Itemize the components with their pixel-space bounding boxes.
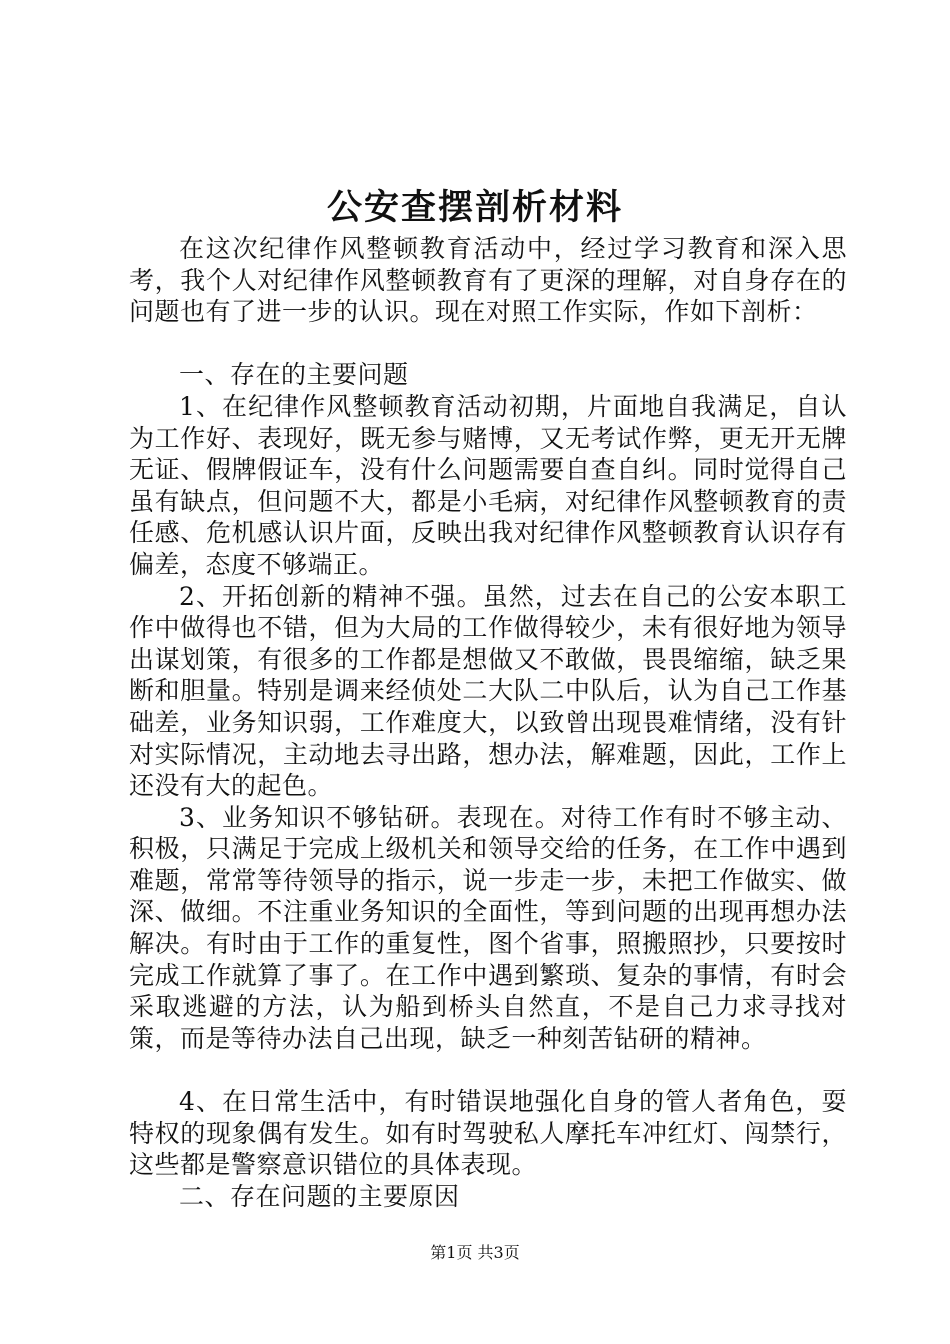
problem-paragraph-2: 2、开拓创新的精神不强。虽然，过去在自己的公安本职工作中做得也不错，但为大局的工作做得较少，未有很好地为领导出谋划策，有很多的工作都是想做又不敢做，畏畏缩缩，缺乏果断和胆量。特别是调来经侦处二大队二中队后，认为自己工作基础差，业务知识弱，工作难度大，以致曾出现畏难情绪，没有针对实际情况，主动地去寻出路，想办法，解难题，因此，工作上还没有大的起色。 (129, 581, 847, 801)
page-footer: 第1页 共3页 (430, 1243, 520, 1262)
problem-paragraph-3: 3、业务知识不够钻研。表现在。对待工作有时不够主动、积极，只满足于完成上级机关和领导交给的任务，在工作中遇到难题，常常等待领导的指示，说一步走一步，未把工作做实、做深、做细。不注重业务知识的全面性，等到问题的出现再想办法解决。有时由于工作的重复性，图个省事，照搬照抄，只要按时完成工作就算了事了。在工作中遇到繁琐、复杂的事情，有时会采取逃避的方法，认为船到桥头自然直，不是自己力求寻找对策，而是等待办法自己出现，缺乏一种刻苦钻研的精神。 (129, 802, 847, 1053)
problem-paragraph-4: 4、在日常生活中，有时错误地强化自身的管人者角色，耍特权的现象偶有发生。如有时驾驶私人摩托车冲红灯、闯禁行，这些都是警察意识错位的具体表现。 (129, 1087, 847, 1180)
document-title: 公安查摆剖析材料 (326, 187, 623, 228)
document-body (129, 233, 847, 1212)
section-heading-problems: 一、存在的主要问题 (179, 360, 409, 390)
problem-paragraph-1: 1、在纪律作风整顿教育活动初期，片面地自我满足，自认为工作好、表现好，既无参与赌博，又无考试作弊，更无开无牌无证、假牌假证车，没有什么问题需要自查自纠。同时觉得自己虽有缺点，但问题不大，都是小毛病，对纪律作风整顿教育的责任感、危机感认识片面，反映出我对纪律作风整顿教育认识存有偏差，态度不够端正。 (129, 391, 847, 579)
paragraph-spacer (129, 1054, 847, 1086)
intro-paragraph: 在这次纪律作风整顿教育活动中，经过学习教育和深入思考，我个人对纪律作风整顿教育有了更深的理解，对自身存在的问题也有了进一步的认识。现在对照工作实际，作如下剖析： (129, 234, 847, 327)
section-heading-causes: 二、存在问题的主要原因 (179, 1181, 460, 1211)
paragraph-spacer (129, 328, 847, 360)
